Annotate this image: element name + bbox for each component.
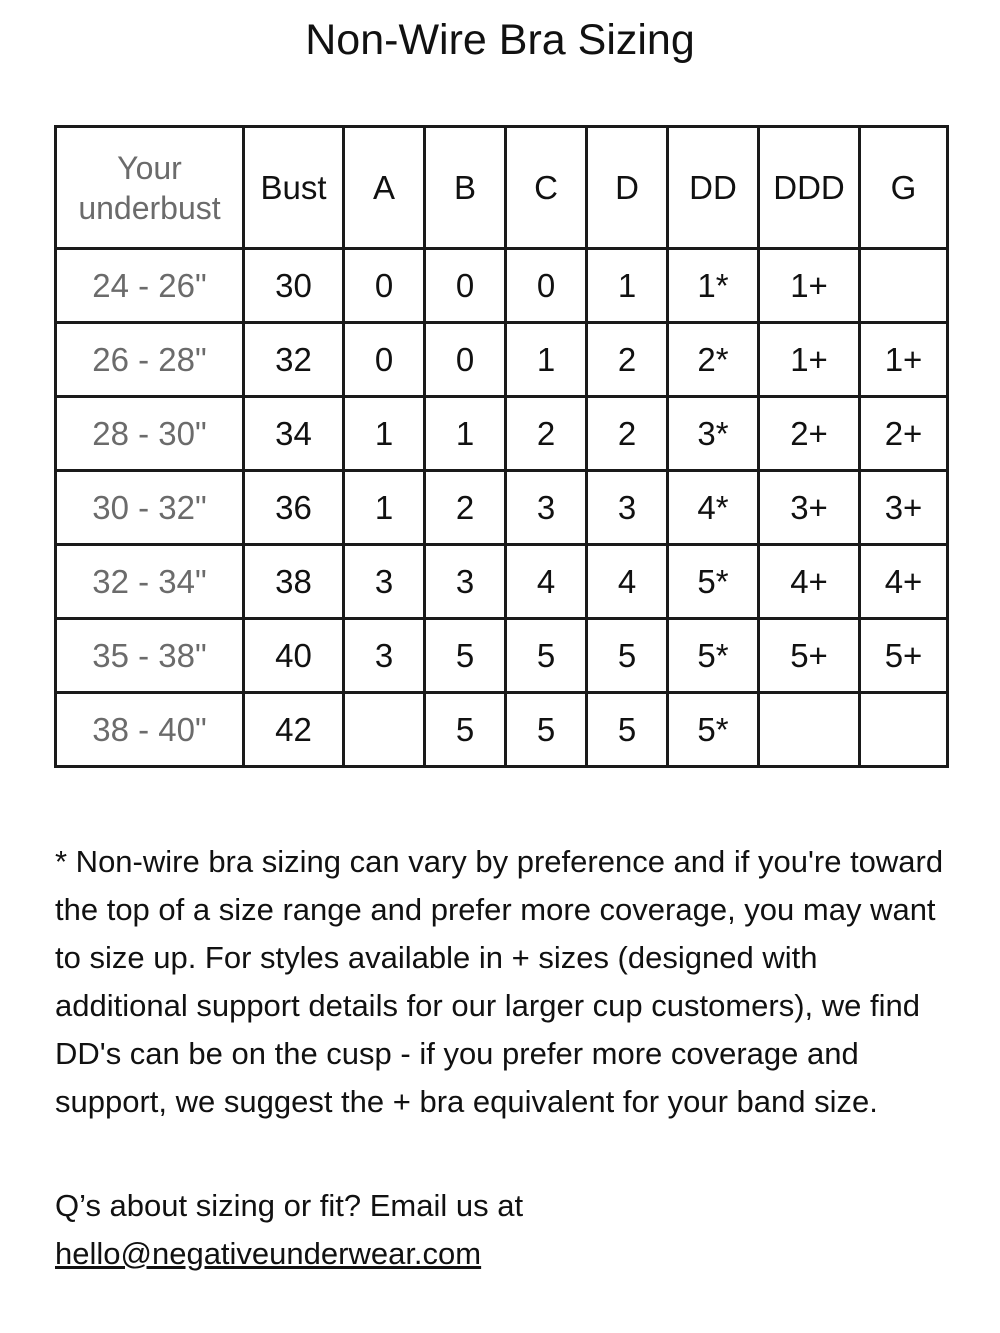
table-row bbox=[56, 471, 948, 545]
size-cell: 1+ bbox=[759, 323, 860, 397]
size-cell: 0 bbox=[425, 249, 506, 323]
size-cell: 1 bbox=[344, 471, 425, 545]
bust-cell: 34 bbox=[244, 397, 344, 471]
size-cell bbox=[860, 249, 948, 323]
size-cell: 3+ bbox=[860, 471, 948, 545]
size-cell: 5+ bbox=[759, 619, 860, 693]
bust-cell: 30 bbox=[244, 249, 344, 323]
contact-text: Q’s about sizing or fit? Email us at bbox=[55, 1188, 524, 1223]
size-cell: 4+ bbox=[860, 545, 948, 619]
size-cell: 3+ bbox=[759, 471, 860, 545]
contact-email-link[interactable]: hello@negativeunderwear.com bbox=[55, 1236, 482, 1271]
size-cell: 3 bbox=[344, 619, 425, 693]
bust-cell: 38 bbox=[244, 545, 344, 619]
size-cell: 0 bbox=[344, 249, 425, 323]
table-row bbox=[56, 693, 948, 767]
header-underbust bbox=[56, 127, 244, 249]
header-cup-g: G bbox=[860, 127, 948, 249]
size-cell: 4 bbox=[506, 545, 587, 619]
size-cell: 5* bbox=[668, 693, 759, 767]
size-cell: 1 bbox=[425, 397, 506, 471]
page-title: Non-Wire Bra Sizing bbox=[305, 16, 695, 64]
size-cell: 5* bbox=[668, 545, 759, 619]
size-cell bbox=[344, 693, 425, 767]
header-cup-d: D bbox=[587, 127, 668, 249]
size-cell: 1+ bbox=[759, 249, 860, 323]
size-cell: 3 bbox=[425, 545, 506, 619]
size-cell: 5 bbox=[425, 619, 506, 693]
size-cell: 2 bbox=[425, 471, 506, 545]
size-cell: 5+ bbox=[860, 619, 948, 693]
size-cell bbox=[759, 693, 860, 767]
size-cell: 1 bbox=[344, 397, 425, 471]
underbust-cell: 28 - 30" bbox=[56, 397, 244, 471]
size-cell: 3 bbox=[344, 545, 425, 619]
size-cell: 2 bbox=[587, 323, 668, 397]
size-cell: 4+ bbox=[759, 545, 860, 619]
underbust-cell: 26 - 28" bbox=[56, 323, 244, 397]
size-cell: 1 bbox=[506, 323, 587, 397]
size-cell: 5 bbox=[506, 619, 587, 693]
sizing-footnote: * Non-wire bra sizing can vary by preference and if you're toward the top of a size range and prefer more coverage, you may want to size up. For styles available in + sizes (designed with additional support details for our larger cup customers), we find DD's can be on the cusp - if you prefer more coverage and support, we suggest the + bra equivalent for your band size. bbox=[55, 844, 944, 1119]
size-cell: 1 bbox=[587, 249, 668, 323]
size-cell: 2+ bbox=[759, 397, 860, 471]
size-cell: 1+ bbox=[860, 323, 948, 397]
header-cup-b: B bbox=[425, 127, 506, 249]
table-row bbox=[56, 619, 948, 693]
table-row bbox=[56, 249, 948, 323]
table-header-row bbox=[56, 127, 948, 249]
bust-cell: 36 bbox=[244, 471, 344, 545]
size-cell: 0 bbox=[344, 323, 425, 397]
underbust-cell: 38 - 40" bbox=[56, 693, 244, 767]
size-cell: 3 bbox=[587, 471, 668, 545]
size-cell: 0 bbox=[506, 249, 587, 323]
size-cell: 3 bbox=[506, 471, 587, 545]
size-cell: 2 bbox=[506, 397, 587, 471]
header-underbust-line2: underbust bbox=[78, 189, 221, 226]
underbust-cell: 32 - 34" bbox=[56, 545, 244, 619]
contact-section bbox=[55, 1182, 955, 1278]
table-row bbox=[56, 397, 948, 471]
size-cell: 1* bbox=[668, 249, 759, 323]
size-cell: 2+ bbox=[860, 397, 948, 471]
size-cell: 2* bbox=[668, 323, 759, 397]
underbust-cell: 30 - 32" bbox=[56, 471, 244, 545]
size-cell: 5 bbox=[587, 619, 668, 693]
table-row bbox=[56, 545, 948, 619]
header-cup-c: C bbox=[506, 127, 587, 249]
size-cell: 5 bbox=[425, 693, 506, 767]
bust-cell: 42 bbox=[244, 693, 344, 767]
bust-cell: 40 bbox=[244, 619, 344, 693]
header-cup-ddd: DDD bbox=[759, 127, 860, 249]
table-row bbox=[56, 323, 948, 397]
header-cup-dd: DD bbox=[668, 127, 759, 249]
underbust-cell: 35 - 38" bbox=[56, 619, 244, 693]
size-cell: 5 bbox=[506, 693, 587, 767]
size-cell bbox=[860, 693, 948, 767]
header-bust: Bust bbox=[244, 127, 344, 249]
size-chart-table bbox=[54, 125, 949, 768]
size-cell: 2 bbox=[587, 397, 668, 471]
size-cell: 0 bbox=[425, 323, 506, 397]
header-underbust-line1: Your bbox=[117, 149, 182, 186]
underbust-cell: 24 - 26" bbox=[56, 249, 244, 323]
size-cell: 4* bbox=[668, 471, 759, 545]
size-cell: 5* bbox=[668, 619, 759, 693]
size-cell: 5 bbox=[587, 693, 668, 767]
size-cell: 3* bbox=[668, 397, 759, 471]
bust-cell: 32 bbox=[244, 323, 344, 397]
size-cell: 4 bbox=[587, 545, 668, 619]
header-cup-a: A bbox=[344, 127, 425, 249]
